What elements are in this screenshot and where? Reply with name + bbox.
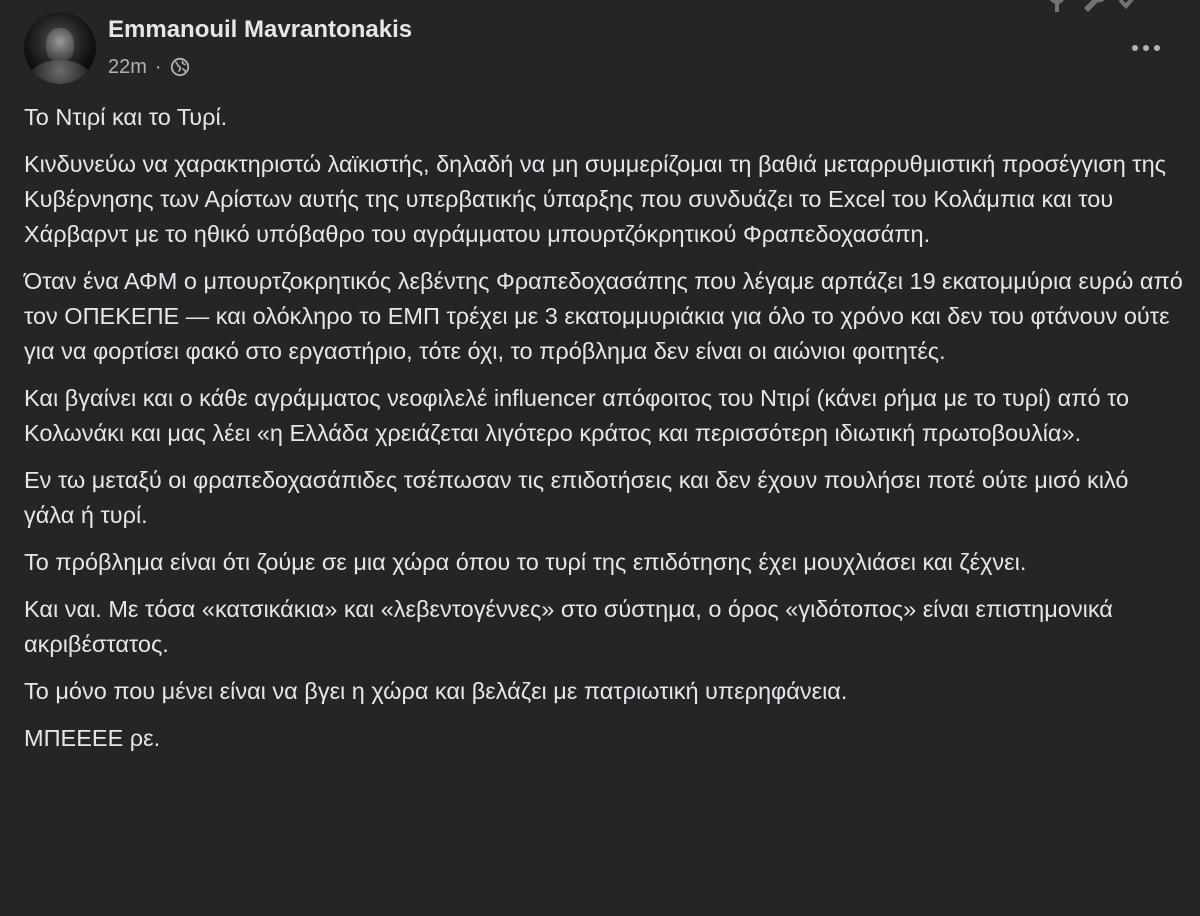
post-paragraph: Και ναι. Με τόσα «κατσικάκια» και «λεβεντογέννες» στο σύστημα, ο όρος «γιδότοπος» είναι επιστημονικά ακριβέστατος. [24,596,1113,657]
globe-icon[interactable] [170,57,190,77]
post-paragraph: Και βγαίνει και ο κάθε αγράμματος νεοφιλελέ influencer απόφοιτος του Ντιρί (κάνει ρήμα με το τυρί) από το Κολωνάκι και μας λέει «η Ελλάδα χρειάζεται λιγότερο κράτος και περισσότερη ιδιωτική πρωτοβουλία». [24,385,1130,446]
post-time[interactable]: 22m [108,55,147,78]
avatar-face [46,28,74,62]
more-options-button[interactable] [1128,34,1164,62]
author-name[interactable]: Emmanouil Mavrantonakis [108,16,413,43]
post-paragraph: Το μόνο που μένει είναι να βγει η χώρα και βελάζει με πατριωτική υπερηφάνεια. [24,678,848,704]
avatar-shoulders [30,60,90,84]
wrench-icon [1080,0,1106,12]
avatar[interactable] [24,12,96,84]
overlay-icons [1044,0,1142,12]
post-paragraph: Εν τω μεταξύ οι φραπεδοχασάπιδες τσέπωσαν τις επιδοτήσεις και δεν έχουν πουλήσει ποτέ ούτε μισό κιλό γάλα ή τυρί. [24,467,1129,528]
post-body [24,100,1184,768]
post-paragraph: Το Ντιρί και το Τυρί. [24,104,228,130]
post-meta [108,54,190,80]
more-dot [1143,45,1149,51]
more-dot [1132,45,1138,51]
more-dot [1154,45,1160,51]
post-paragraph: Κινδυνεύω να χαρακτηριστώ λαϊκιστής, δηλαδή να μη συμμερίζομαι τη βαθιά μεταρρυθμιστική προσέγγιση της Κυβέρνησης των Αρίστων αυτής της υπερβατικής ύπαρξης που συνδυάζει το Excel του Κολάμπια και του Χάρβαρντ με το ηθικό υπόβαθρο του αγράμματου μπουρτζόκρητικού Φραπεδοχασάπη. [24,151,1166,247]
pin-icon [1044,0,1070,12]
check-icon [1116,0,1142,12]
post-paragraph: Το πρόβλημα είναι ότι ζούμε σε μια χώρα όπου το τυρί της επιδότησης έχει μουχλιάσει και ζέχνει. [24,549,1027,575]
post-paragraph: ΜΠΕΕΕΕ ρε. [24,725,161,751]
meta-separator: · [154,55,162,78]
post-paragraph: Όταν ένα ΑΦΜ ο μπουρτζοκρητικός λεβέντης Φραπεδοχασάπης που λέγαμε αρπάζει 19 εκατομμύρια ευρώ από τον ΟΠΕΚΕΠΕ — και ολόκληρο το ΕΜΠ τρέχει με 3 εκατομμυριάκια για όλο το χρόνο και δεν του φτάνουν ούτε για να φορτίσει φακό στο εργαστήριο, τότε όχι, το πρόβλημα δεν είναι οι αιώνιοι φοιτητές. [24,268,1183,364]
